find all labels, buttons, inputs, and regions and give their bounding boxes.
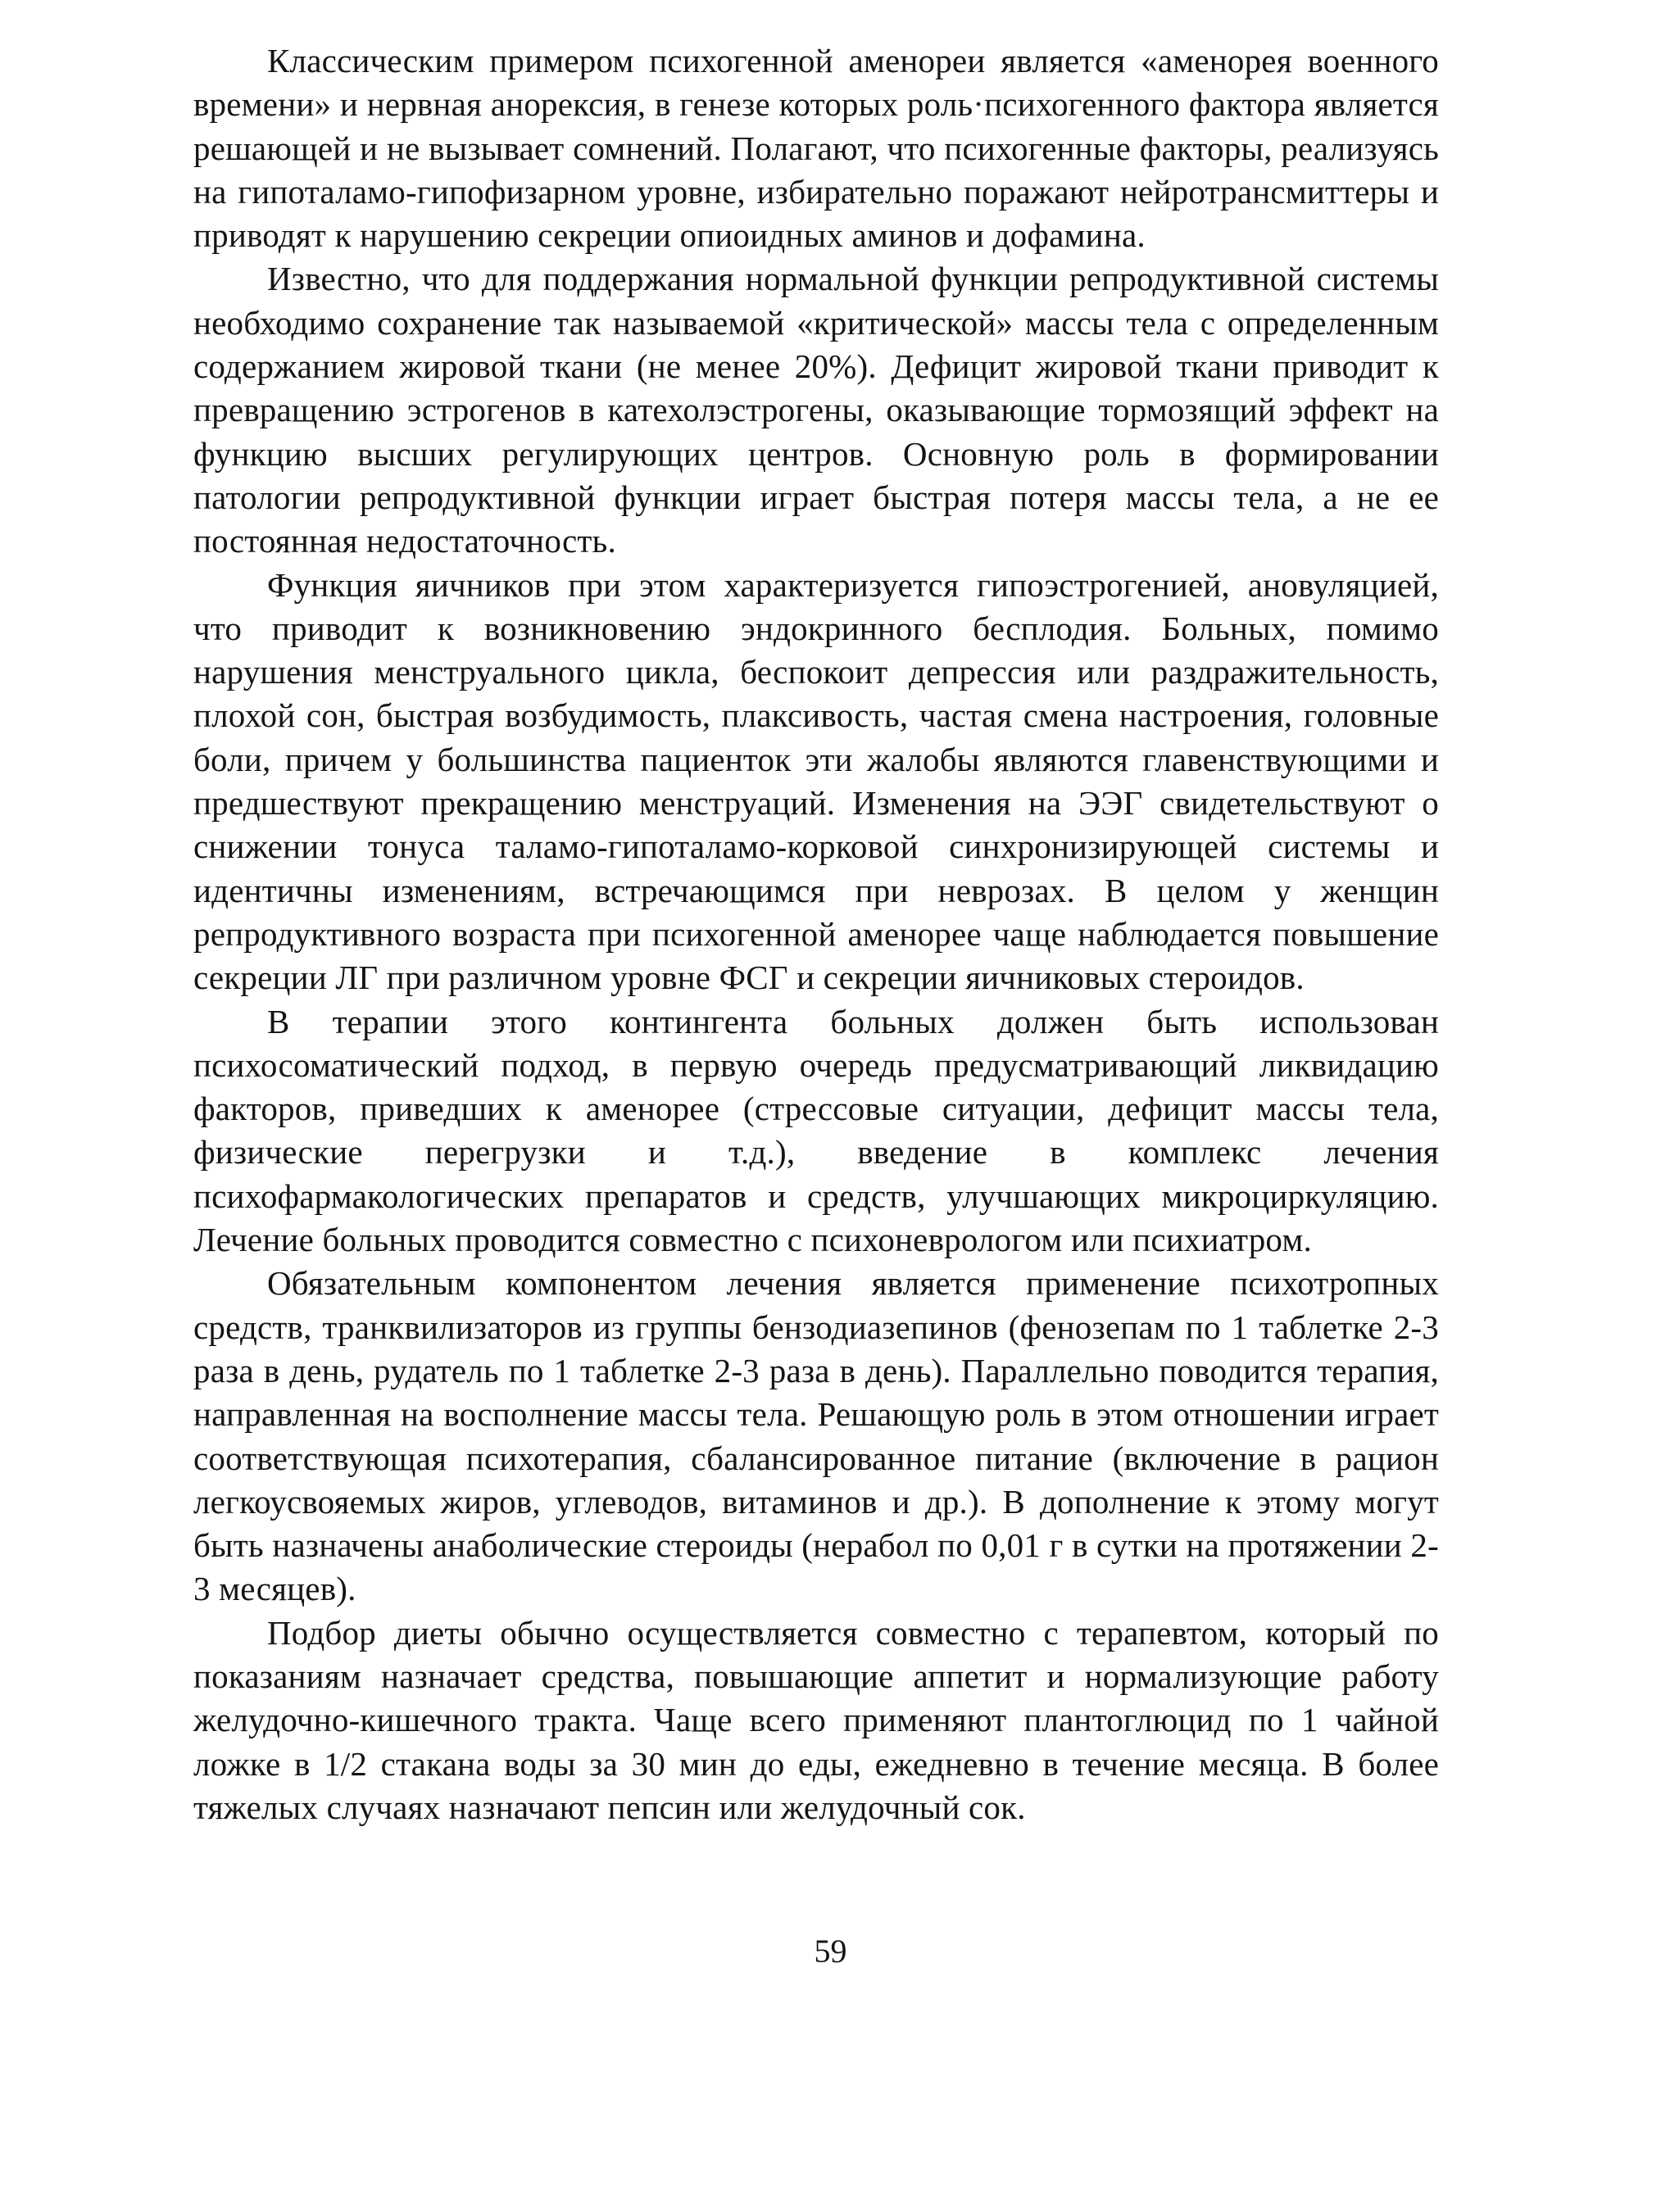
paragraph-6: Подбор диеты обычно осуществляется совместно с терапевтом, который по показаниям назначает средства, повышающие аппетит и нормализующие работу желудочно-кишечного тракта. Чаще всего применяют плантоглюцид по 1 чайной ложке в 1/2 стакана воды за 30 мин до еды, ежедневно в течение месяца. В более тяжелых случаях назначают пепсин или желудочный сок. xyxy=(193,1613,1439,1826)
page-number: 59 xyxy=(814,1933,847,1969)
body-text xyxy=(193,39,1439,1829)
paragraph-4: В терапии этого контингента больных должен быть использован психосоматический подход, в первую очередь предусматривающий ликвидацию факторов, приведших к аменорее (стрессовые ситуации, дефицит массы тела, физические перегрузки и т.д.), введение в комплекс лечения психофармакологических препаратов и средств, улучшающих микроциркуляцию. Лечение больных проводится совместно с психоневрологом или психиатром. xyxy=(193,1002,1439,1259)
paragraph-5: Обязательным компонентом лечения является применение психотропных средств, транквилизаторов из группы бензодиазепинов (фенозепам по 1 таблетке 2-3 раза в день, рудатель по 1 таблетке 2-3 раза в день). Параллельно поводится терапия, направленная на восполнение массы тела. Решающую роль в этом отношении играет соответствующая психотерапия, сбалансированное питание (включение в рацион легкоусвояемых жиров, углеводов, витаминов и др.). В дополнение к этому могут быть назначены анаболические стероиды (нерабол по 0,01 г в сутки на протяжении 2-3 месяцев). xyxy=(193,1264,1439,1608)
paragraph-2: Известно, что для поддержания нормальной функции репродуктивной системы необходимо сохранение так называемой «критической» массы тела с определенным содержанием жировой ткани (не менее 20%). Дефицит жировой ткани приводит к превращению эстрогенов в катехолэстрогены, оказывающие тормозящий эффект на функцию высших регулирующих центров. Основную роль в формировании патологии репродуктивной функции играет быстрая потеря массы тела, а не ее постоянная недостаточность. xyxy=(193,260,1439,560)
paragraph-1: Классическим примером психогенной аменореи является «аменорея военного времени» и нервная анорексия, в генезе которых роль·психогенного фактора является решающей и не вызывает сомнений. Полагают, что психогенные факторы, реализуясь на гипоталамо-гипофизарном уровне, избирательно поражают нейротрансмиттеры и приводят к нарушению секреции опиоидных аминов и дофамина. xyxy=(193,42,1439,255)
paragraph-3: Функция яичников при этом характеризуется гипоэстрогенией, ановуляцией, что приводит к возникновению эндокринного бесплодия. Больных, помимо нарушения менструального цикла, беспокоит депрессия или раздражительность, плохой сон, быстрая возбудимость, плаксивость, частая смена настроения, головные боли, причем у большинства пациенток эти жалобы являются главенствующими и предшествуют прекращению менструаций. Изменения на ЭЭГ свидетельствуют о снижении тонуса таламо-гипоталамо-корковой синхронизирующей системы и идентичны изменениям, встречающимся при неврозах. В целом у женщин репродуктивного возраста при психогенной аменорее чаще наблюдается повышение секреции ЛГ при различном уровне ФСГ и секреции яичниковых стероидов. xyxy=(193,565,1439,997)
